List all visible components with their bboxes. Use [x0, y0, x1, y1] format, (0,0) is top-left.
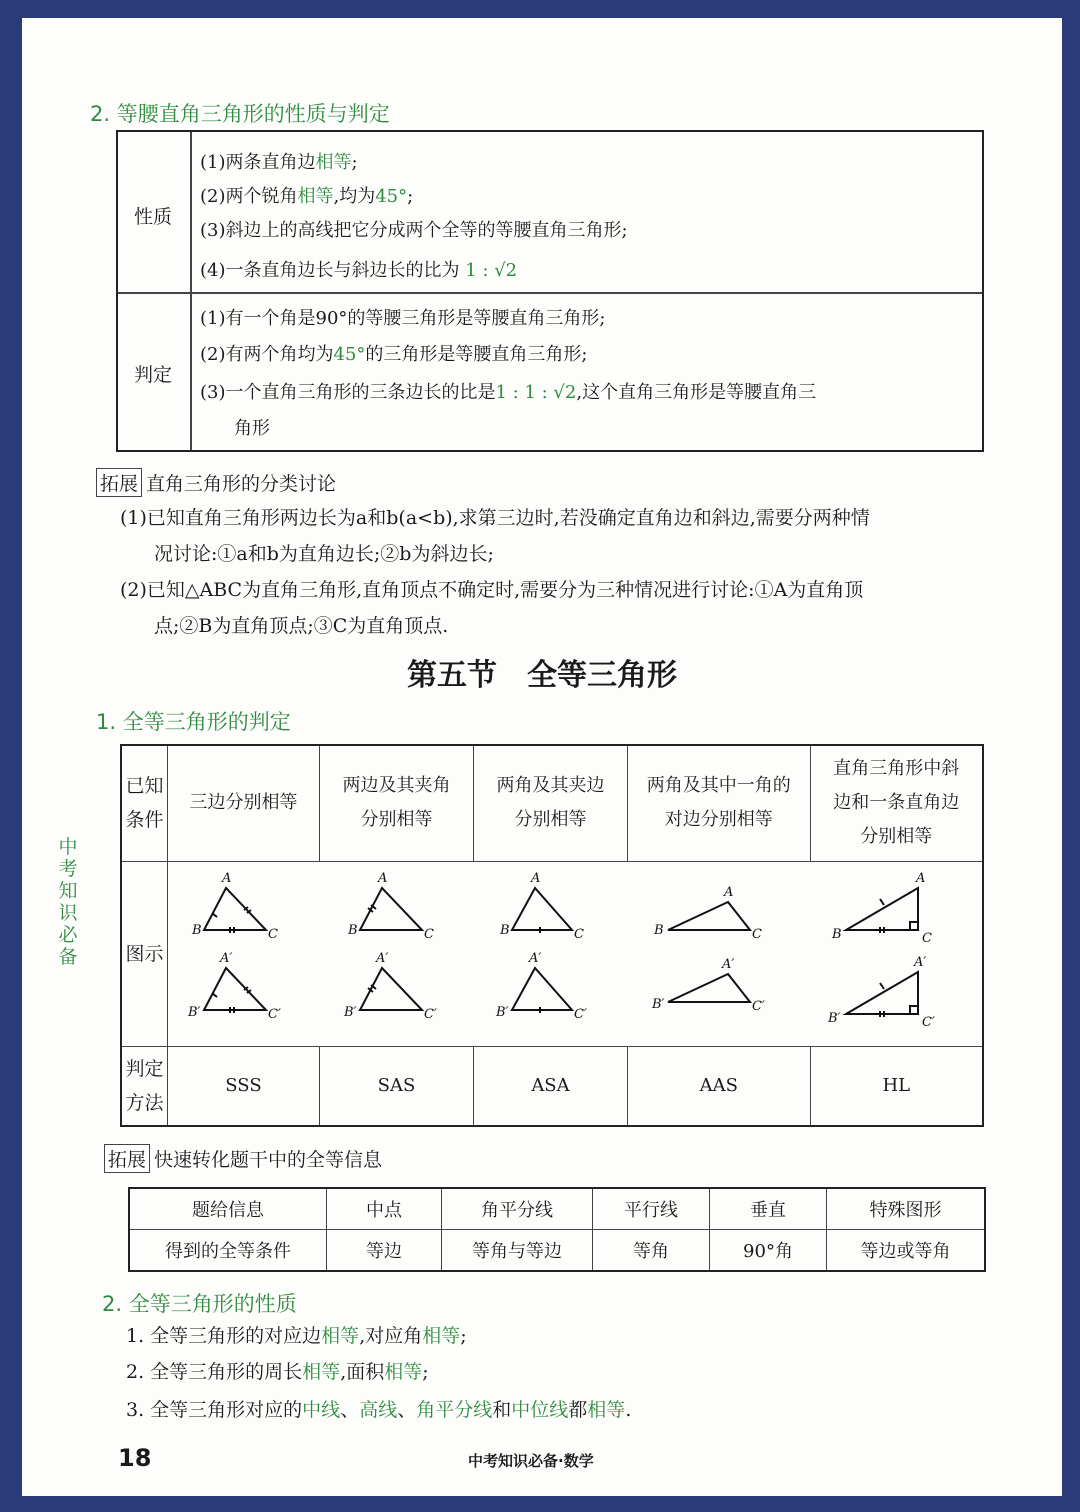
s2-title: 2. 全等三角形的性质	[102, 1292, 297, 1316]
method-asa: ASA	[473, 1046, 627, 1126]
hl-triangle	[846, 888, 918, 930]
judge-item-1: (1)有一个角是90°的等腰三角形是等腰直角三角形;	[200, 308, 606, 329]
svg-text:C: C	[424, 926, 434, 942]
s2-line-3: 3. 全等三角形对应的中线、高线、角平分线和中位线都相等.	[126, 1399, 632, 1421]
svg-text:A: A	[531, 870, 541, 886]
svg-text:B: B	[348, 922, 358, 938]
s1-title: 1. 全等三角形的判定	[96, 710, 291, 734]
judge-item-3: (3)一个直角三角形的三条边长的比是1 : 1 : √2,这个直角三角形是等腰直角三	[200, 382, 817, 403]
page-number: 18	[118, 1444, 152, 1472]
v-a: A	[222, 870, 232, 886]
svg-text:B′: B′	[188, 1004, 201, 1020]
prop-item-2: (2)两个锐角相等,均为45°;	[200, 186, 414, 207]
svg-text:B: B	[654, 922, 664, 938]
judge-item-3-cont: 角形	[234, 418, 270, 439]
asa-triangle	[512, 888, 572, 930]
svg-text:C′: C′	[268, 1006, 281, 1022]
method-sas: SAS	[319, 1046, 473, 1126]
judge-label: 判定	[134, 364, 173, 386]
aas-triangle	[668, 902, 750, 930]
cond-label: 已知条件	[121, 745, 168, 861]
page	[22, 18, 1062, 1496]
svg-text:C: C	[922, 930, 932, 946]
svg-text:A: A	[724, 884, 734, 900]
svg-text:B′: B′	[828, 1010, 841, 1026]
svg-text:C′: C′	[752, 998, 765, 1014]
prop-item-3: (3)斜边上的高线把它分成两个全等的等腰直角三角形;	[200, 220, 628, 241]
triangle-figures	[168, 862, 982, 1046]
figures-cell	[168, 861, 984, 1046]
ext-heading-2: 拓展 快速转化题干中的全等信息	[104, 1144, 382, 1173]
side-label: 中考知识必备	[58, 836, 78, 968]
svg-text:A′: A′	[376, 950, 389, 966]
ext1-p1b: 况讨论:①a和b为直角边长;②b为斜边长;	[154, 543, 494, 565]
congruence-table	[120, 744, 984, 1127]
method-aas: AAS	[628, 1046, 811, 1126]
props-box	[116, 130, 984, 452]
judge-item-2: (2)有两个角均为45°的三角形是等腰直角三角形;	[200, 344, 588, 365]
ext1-p1: (1)已知直角三角形两边长为a和b(a<b),求第三边时,若没确定直角边和斜边,需要分两种情	[120, 507, 870, 529]
svg-text:B′: B′	[496, 1004, 509, 1020]
svg-text:B: B	[832, 926, 842, 942]
svg-text:B′: B′	[652, 996, 665, 1012]
sss-triangle-prime	[204, 968, 266, 1010]
prop-item-1: (1)两条直角边相等;	[200, 152, 358, 173]
method-hl: HL	[810, 1046, 983, 1126]
svg-text:B: B	[192, 922, 202, 938]
method-sss: SSS	[168, 1046, 320, 1126]
fig-label: 图示	[121, 861, 168, 1046]
svg-text:A′: A′	[914, 954, 927, 970]
svg-text:B: B	[500, 922, 510, 938]
asa-triangle-prime	[512, 968, 572, 1010]
cond-asa: 两角及其夹边分别相等	[473, 745, 627, 861]
svg-text:C′: C′	[424, 1006, 437, 1022]
prop-item-4: (4)一条直角边长与斜边长的比为 1 : √2	[200, 260, 518, 281]
svg-text:C′: C′	[922, 1014, 935, 1030]
svg-text:A′: A′	[220, 950, 233, 966]
s2-line-2: 2. 全等三角形的周长相等,面积相等;	[126, 1361, 429, 1383]
svg-text:C: C	[268, 926, 278, 942]
method-label: 判定方法	[121, 1046, 168, 1126]
svg-text:C′: C′	[574, 1006, 587, 1022]
s2-line-1: 1. 全等三角形的对应边相等,对应角相等;	[126, 1325, 467, 1347]
ext1-p2b: 点;②B为直角顶点;③C为直角顶点.	[154, 615, 449, 637]
ext-heading-1: 拓展 直角三角形的分类讨论	[96, 468, 336, 497]
ext1-p2: (2)已知△ABC为直角三角形,直角顶点不确定时,需要分为三种情况进行讨论:①A为直角顶	[120, 579, 864, 601]
svg-text:A′: A′	[722, 956, 735, 972]
cond-sss: 三边分别相等	[168, 745, 320, 861]
aas-triangle-prime	[668, 974, 750, 1002]
svg-text:A′: A′	[529, 950, 542, 966]
props-label: 性质	[134, 206, 173, 228]
info-table: 题给信息 中点 角平分线 平行线 垂直 特殊图形 得到的全等条件 等边 等角与等边 等角 90°角 等边或等角	[128, 1187, 986, 1272]
cond-hl: 直角三角形中斜边和一条直角边分别相等	[810, 745, 983, 861]
svg-text:B′: B′	[344, 1004, 357, 1020]
sss-triangle	[204, 888, 266, 930]
cond-aas: 两角及其中一角的对边分别相等	[628, 745, 811, 861]
footer-title: 中考知识必备·数学	[468, 1452, 594, 1470]
hl-triangle-prime	[846, 972, 918, 1014]
svg-text:C: C	[752, 926, 762, 942]
cond-sas: 两边及其夹角分别相等	[319, 745, 473, 861]
section-title: 2. 等腰直角三角形的性质与判定	[90, 102, 390, 126]
svg-text:C: C	[574, 926, 584, 942]
svg-text:A: A	[916, 870, 926, 886]
chapter-title: 第五节 全等三角形	[407, 658, 677, 693]
svg-text:A: A	[378, 870, 388, 886]
